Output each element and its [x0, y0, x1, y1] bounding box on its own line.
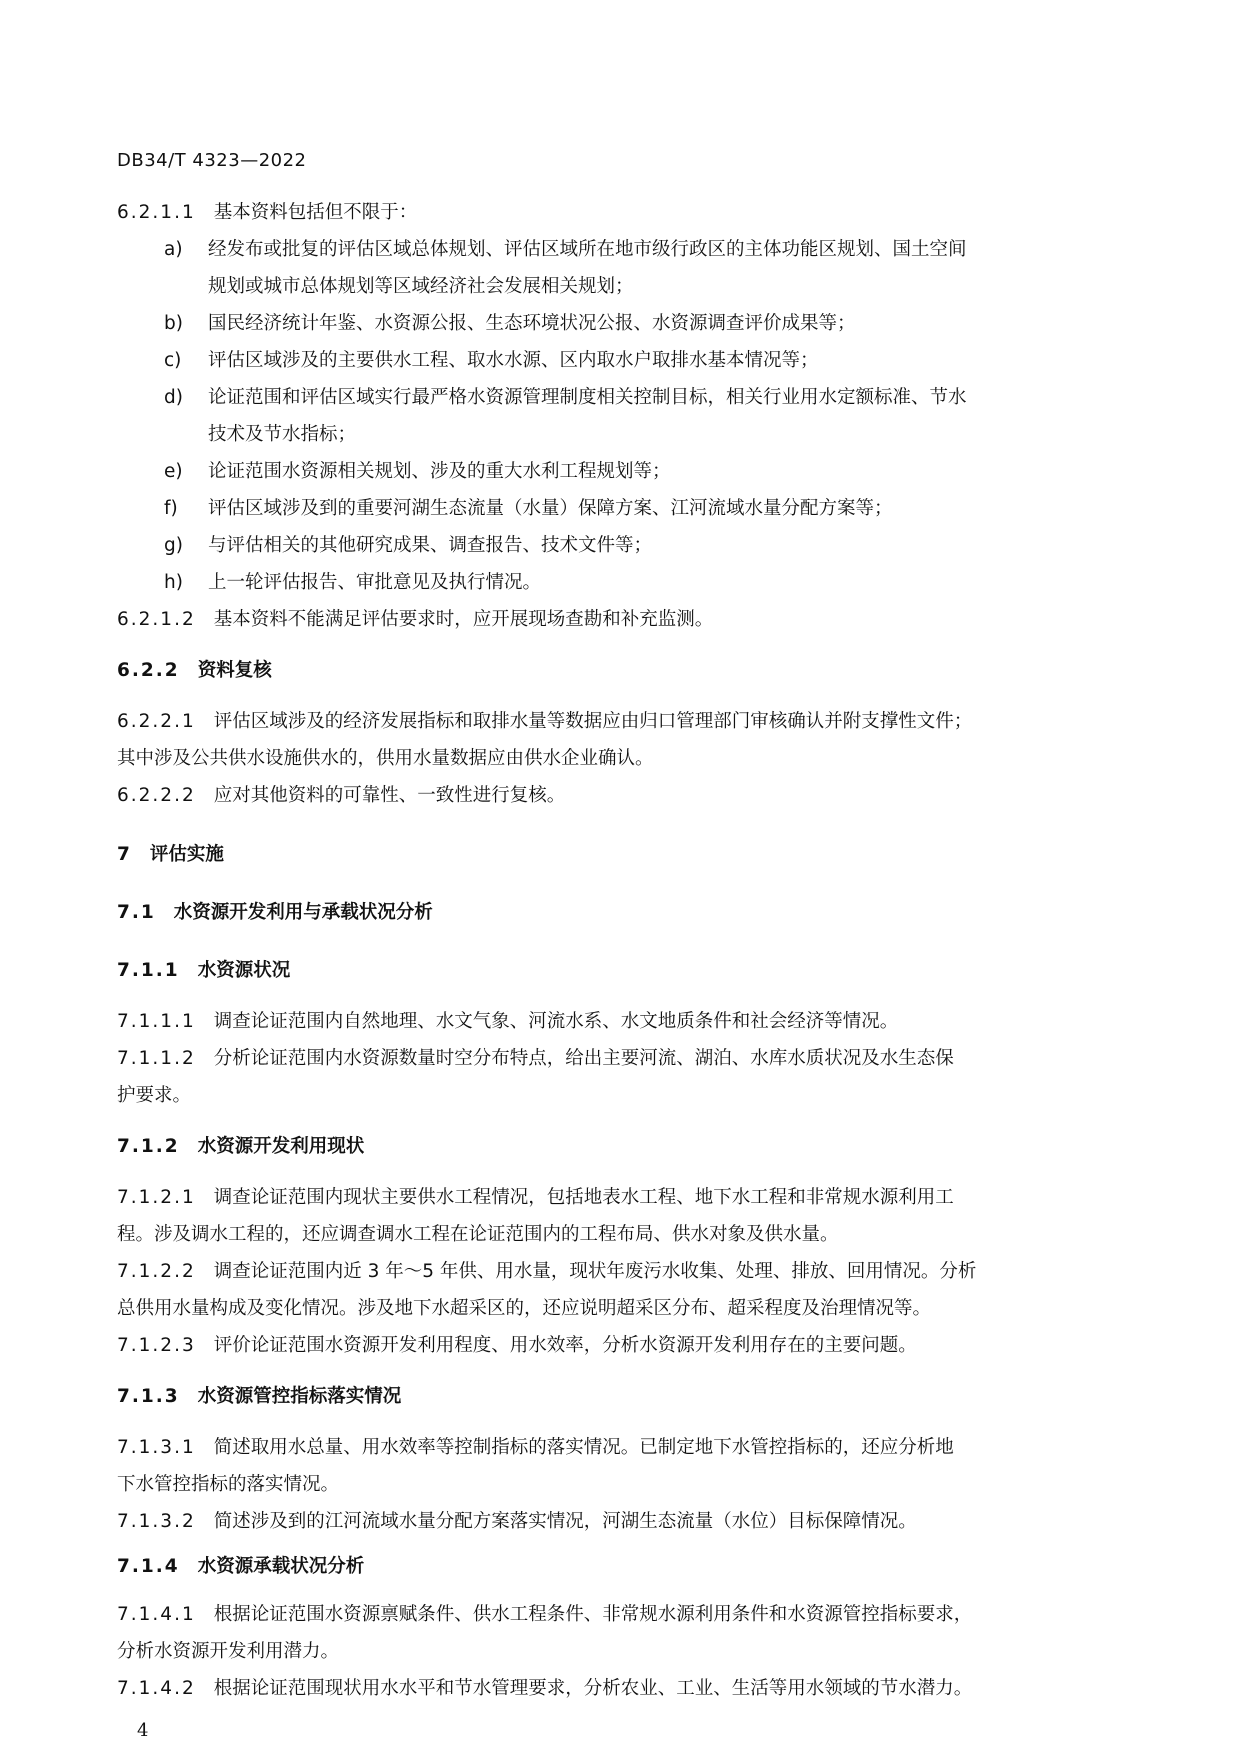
clause-text: 根据论证范围现状用水水平和节水管理要求，分析农业、工业、生活等用水领域的节水潜力。: [213, 1678, 973, 1699]
clause-text: 调查论证范围内近 3 年～5 年供、用水量，现状年废污水收集、处理、排放、回用情况。分析: [213, 1261, 977, 1282]
list-label: f): [164, 498, 178, 519]
heading-7-1: [117, 904, 433, 923]
clause-7-1-2-1-continuation: 程。涉及调水工程的，还应调查调水工程在论证范围内的工程布局、供水对象及供水量。: [117, 1224, 839, 1245]
clause-text: 调查论证范围内自然地理、水文气象、河流水系、水文地质条件和社会经济等情况。: [213, 1011, 899, 1032]
clause-7-1-3-1-continuation: 下水管控指标的落实情况。: [117, 1474, 340, 1495]
heading-title: 水资源开发利用现状: [197, 1136, 365, 1157]
page-number: 4: [137, 1720, 149, 1741]
heading-7-1-3: [117, 1388, 401, 1407]
list-label: h): [164, 572, 183, 593]
heading-number: 7.1.3: [117, 1386, 180, 1407]
clause-6-2-1-1: [117, 204, 417, 223]
heading-title: 水资源管控指标落实情况: [197, 1386, 402, 1407]
clause-6-2-2-1: [117, 713, 972, 732]
heading-number: 7.1.1: [117, 960, 180, 981]
list-text: 与评估相关的其他研究成果、调查报告、技术文件等；: [208, 535, 653, 556]
list-item-b: [164, 315, 856, 334]
clause-text: 简述涉及到的江河流域水量分配方案落实情况，河湖生态流量（水位）目标保障情况。: [213, 1511, 917, 1532]
list-text: 上一轮评估报告、审批意见及执行情况。: [208, 572, 542, 593]
clause-7-1-4-1-continuation: 分析水资源开发利用潜力。: [117, 1641, 340, 1662]
clause-number: 7.1.3.2: [117, 1511, 196, 1532]
heading-number: 6.2.2: [117, 660, 180, 681]
heading-number: 7.1.4: [117, 1556, 180, 1577]
heading-number: 7.1: [117, 902, 156, 923]
heading-title: 水资源开发利用与承载状况分析: [173, 902, 433, 923]
list-item-e: [164, 463, 671, 482]
clause-text: 应对其他资料的可靠性、一致性进行复核。: [213, 785, 566, 806]
clause-number: 6.2.2.2: [117, 785, 196, 806]
heading-title: 资料复核: [197, 660, 272, 681]
list-label: d): [164, 387, 183, 408]
list-text: 论证范围和评估区域实行最严格水资源管理制度相关控制目标，相关行业用水定额标准、节水: [208, 387, 967, 408]
clause-text: 基本资料不能满足评估要求时，应开展现场查勘和补充监测。: [213, 609, 714, 630]
clause-7-1-1-2-continuation: 护要求。: [117, 1085, 192, 1106]
clause-text: 根据论证范围水资源禀赋条件、供水工程条件、非常规水源利用条件和水资源管控指标要求，: [213, 1604, 973, 1625]
clause-number: 6.2.1.2: [117, 609, 196, 630]
clause-number: 7.1.2.1: [117, 1187, 196, 1208]
clause-number: 7.1.2.2: [117, 1261, 196, 1282]
list-item-c: [164, 352, 819, 371]
clause-6-2-2-2: [117, 787, 565, 806]
clause-text: 简述取用水总量、用水效率等控制指标的落实情况。已制定地下水管控指标的，还应分析地: [213, 1437, 954, 1458]
clause-7-1-2-3: [117, 1337, 917, 1356]
heading-6-2-2: [117, 662, 272, 681]
list-label: b): [164, 313, 183, 334]
heading-7-1-2: [117, 1138, 364, 1157]
clause-6-2-2-1-continuation: 其中涉及公共供水设施供水的，供用水量数据应由供水企业确认。: [117, 748, 654, 769]
clause-6-2-1-2: [117, 611, 713, 630]
clause-7-1-1-2: [117, 1050, 954, 1069]
list-text: 评估区域涉及的主要供水工程、取水水源、区内取水户取排水基本情况等；: [208, 350, 819, 371]
clause-7-1-2-2: [117, 1263, 976, 1282]
list-text: 经发布或批复的评估区域总体规划、评估区域所在地市级行政区的主体功能区规划、国土空间: [208, 239, 967, 260]
list-item-g: [164, 537, 652, 556]
clause-text: 评价论证范围水资源开发利用程度、用水效率，分析水资源开发利用存在的主要问题。: [213, 1335, 917, 1356]
list-item-a-continuation: 规划或城市总体规划等区域经济社会发展相关规划；: [208, 276, 634, 297]
clause-7-1-3-2: [117, 1513, 917, 1532]
clause-7-1-4-2: [117, 1680, 972, 1699]
clause-7-1-2-2-continuation: 总供用水量构成及变化情况。涉及地下水超采区的，还应说明超采区分布、超采程度及治理情况等。: [117, 1298, 932, 1319]
heading-7-1-4: [117, 1558, 364, 1577]
heading-7: [117, 846, 224, 865]
document-code: DB34/T 4323—2022: [117, 150, 307, 171]
list-item-h: [164, 574, 541, 593]
clause-number: 7.1.1.1: [117, 1011, 196, 1032]
heading-number: 7.1.2: [117, 1136, 180, 1157]
clause-7-1-1-1: [117, 1013, 898, 1032]
list-label: g): [164, 535, 183, 556]
clause-number: 7.1.3.1: [117, 1437, 196, 1458]
list-text: 评估区域涉及到的重要河湖生态流量（水量）保障方案、江河流域水量分配方案等；: [208, 498, 893, 519]
heading-number: 7: [117, 844, 132, 865]
clause-number: 7.1.4.1: [117, 1604, 196, 1625]
heading-title: 水资源状况: [197, 960, 291, 981]
list-item-f: [164, 500, 893, 519]
clause-text: 分析论证范围内水资源数量时空分布特点，给出主要河流、湖泊、水库水质状况及水生态保: [213, 1048, 954, 1069]
clause-number: 7.1.1.2: [117, 1048, 196, 1069]
list-label: e): [164, 461, 183, 482]
list-text: 论证范围水资源相关规划、涉及的重大水利工程规划等；: [208, 461, 671, 482]
heading-title: 评估实施: [149, 844, 224, 865]
clause-7-1-3-1: [117, 1439, 954, 1458]
clause-7-1-4-1: [117, 1606, 972, 1625]
clause-number: 6.2.1.1: [117, 202, 196, 223]
clause-text: 基本资料包括但不限于：: [213, 202, 418, 223]
list-text: 国民经济统计年鉴、水资源公报、生态环境状况公报、水资源调查评价成果等；: [208, 313, 856, 334]
clause-text: 调查论证范围内现状主要供水工程情况，包括地表水工程、地下水工程和非常规水源利用工: [213, 1187, 954, 1208]
clause-text: 评估区域涉及的经济发展指标和取排水量等数据应由归口管理部门审核确认并附支撑性文件；: [213, 711, 973, 732]
list-label: a): [164, 239, 183, 260]
clause-number: 7.1.4.2: [117, 1678, 196, 1699]
list-label: c): [164, 350, 182, 371]
list-item-a: [164, 241, 967, 260]
clause-number: 7.1.2.3: [117, 1335, 196, 1356]
clause-7-1-2-1: [117, 1189, 954, 1208]
list-item-d-continuation: 技术及节水指标；: [208, 424, 357, 445]
heading-title: 水资源承载状况分析: [197, 1556, 365, 1577]
list-item-d: [164, 389, 967, 408]
clause-number: 6.2.2.1: [117, 711, 196, 732]
heading-7-1-1: [117, 962, 290, 981]
